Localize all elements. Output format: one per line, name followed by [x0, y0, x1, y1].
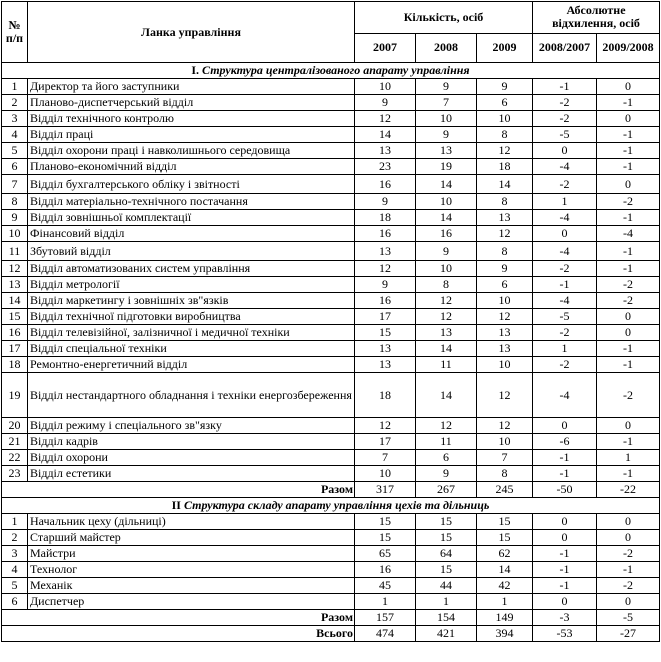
- section2-total-row-dev-2008-2007: -3: [533, 610, 597, 626]
- row-value-2008: 44: [416, 578, 477, 594]
- table-row: [2, 309, 660, 325]
- row-value-2008: 9: [416, 79, 477, 95]
- row-unit-name: Відділ естетики: [28, 466, 355, 482]
- row-dev-2008-2007: 1: [533, 341, 597, 357]
- row-dev-2009-2008: 0: [597, 418, 660, 434]
- row-number: 13: [2, 277, 28, 293]
- section1-total-row: [2, 482, 660, 498]
- row-value-2009: 12: [477, 143, 533, 159]
- row-number: 21: [2, 434, 28, 450]
- section2-total-row-dev-2009-2008: -5: [597, 610, 660, 626]
- table-row: [2, 578, 660, 594]
- row-value-2008: 10: [416, 111, 477, 127]
- row-number: 6: [2, 159, 28, 175]
- row-dev-2009-2008: 0: [597, 175, 660, 194]
- grand-total-row-dev-2008-2007: -53: [533, 626, 597, 642]
- row-dev-2009-2008: 0: [597, 309, 660, 325]
- row-number: 4: [2, 562, 28, 578]
- section2-title-text: Структура складу апарату управління цехів та дільниць: [183, 498, 490, 512]
- row-dev-2008-2007: -4: [533, 210, 597, 226]
- section1-total-row-label: Разом: [2, 482, 355, 498]
- row-value-2008: 14: [416, 175, 477, 194]
- row-value-2008: 14: [416, 373, 477, 418]
- section1-title-text: Структура централізованого апарату управління: [202, 63, 470, 77]
- row-dev-2008-2007: -1: [533, 79, 597, 95]
- row-number: 2: [2, 95, 28, 111]
- header-year-2009: 2009: [477, 33, 533, 62]
- row-value-2009: 12: [477, 309, 533, 325]
- row-dev-2008-2007: -2: [533, 175, 597, 194]
- table-row: [2, 242, 660, 261]
- row-number: 12: [2, 261, 28, 277]
- row-dev-2008-2007: -5: [533, 127, 597, 143]
- row-dev-2009-2008: -2: [597, 277, 660, 293]
- section1-title-row: [2, 63, 660, 79]
- row-value-2007: 12: [355, 261, 416, 277]
- row-value-2007: 10: [355, 466, 416, 482]
- table-row: [2, 514, 660, 530]
- row-unit-name: Технолог: [28, 562, 355, 578]
- row-value-2009: 10: [477, 434, 533, 450]
- row-unit-name: Відділ метрології: [28, 277, 355, 293]
- row-value-2009: 18: [477, 159, 533, 175]
- section1-title: [2, 63, 660, 79]
- row-value-2008: 15: [416, 530, 477, 546]
- row-dev-2009-2008: -1: [597, 210, 660, 226]
- row-dev-2009-2008: -1: [597, 562, 660, 578]
- row-value-2007: 1: [355, 594, 416, 610]
- header-year-2008: 2008: [416, 33, 477, 62]
- row-dev-2009-2008: -1: [597, 159, 660, 175]
- row-unit-name: Планово-диспетчерський відділ: [28, 95, 355, 111]
- grand-total-row-2007: 474: [355, 626, 416, 642]
- row-dev-2008-2007: -2: [533, 111, 597, 127]
- row-number: 19: [2, 373, 28, 418]
- row-unit-name: Відділ нестандартного обладнання і техніки енергозбереження: [28, 373, 355, 418]
- row-unit-name: Відділ кадрів: [28, 434, 355, 450]
- row-unit-name: Відділ матеріально-технічного постачання: [28, 194, 355, 210]
- row-value-2008: 19: [416, 159, 477, 175]
- row-value-2007: 7: [355, 450, 416, 466]
- table-row: [2, 159, 660, 175]
- section2-total-row-2007: 157: [355, 610, 416, 626]
- row-dev-2008-2007: -2: [533, 357, 597, 373]
- row-number: 18: [2, 357, 28, 373]
- row-number: 6: [2, 594, 28, 610]
- row-dev-2009-2008: 1: [597, 450, 660, 466]
- section1-total-row-2009: 245: [477, 482, 533, 498]
- row-dev-2008-2007: 0: [533, 226, 597, 242]
- row-value-2008: 12: [416, 418, 477, 434]
- row-dev-2008-2007: -1: [533, 578, 597, 594]
- row-value-2007: 15: [355, 514, 416, 530]
- row-value-2007: 17: [355, 309, 416, 325]
- row-dev-2008-2007: 0: [533, 530, 597, 546]
- row-number: 16: [2, 325, 28, 341]
- row-value-2009: 7: [477, 450, 533, 466]
- row-value-2008: 16: [416, 226, 477, 242]
- row-value-2009: 8: [477, 242, 533, 261]
- grand-total-row-2009: 394: [477, 626, 533, 642]
- row-number: 5: [2, 143, 28, 159]
- row-number: 14: [2, 293, 28, 309]
- row-number: 17: [2, 341, 28, 357]
- row-value-2007: 13: [355, 357, 416, 373]
- header-unit: Ланка управління: [28, 2, 355, 63]
- row-value-2008: 14: [416, 341, 477, 357]
- row-value-2007: 17: [355, 434, 416, 450]
- header-count: Кількість, осіб: [355, 2, 533, 34]
- header-deviation: Абсолютне відхилення, осіб: [533, 2, 660, 34]
- section2-total-row-2008: 154: [416, 610, 477, 626]
- row-dev-2009-2008: 0: [597, 530, 660, 546]
- row-dev-2008-2007: -5: [533, 309, 597, 325]
- table-row: [2, 79, 660, 95]
- row-value-2008: 64: [416, 546, 477, 562]
- row-dev-2008-2007: -4: [533, 242, 597, 261]
- table-row: [2, 111, 660, 127]
- row-value-2009: 8: [477, 466, 533, 482]
- row-value-2007: 18: [355, 373, 416, 418]
- table-row: [2, 277, 660, 293]
- row-unit-name: Директор та його заступники: [28, 79, 355, 95]
- row-value-2007: 12: [355, 418, 416, 434]
- row-dev-2008-2007: 0: [533, 514, 597, 530]
- row-value-2009: 12: [477, 226, 533, 242]
- row-value-2008: 11: [416, 357, 477, 373]
- row-dev-2008-2007: 1: [533, 194, 597, 210]
- row-value-2008: 13: [416, 143, 477, 159]
- row-number: 9: [2, 210, 28, 226]
- row-value-2009: 8: [477, 127, 533, 143]
- row-value-2007: 9: [355, 95, 416, 111]
- row-value-2009: 8: [477, 194, 533, 210]
- row-dev-2008-2007: -1: [533, 466, 597, 482]
- row-dev-2009-2008: -2: [597, 293, 660, 309]
- row-value-2007: 10: [355, 79, 416, 95]
- row-value-2007: 12: [355, 111, 416, 127]
- row-unit-name: Начальник цеху (дільниці): [28, 514, 355, 530]
- row-dev-2009-2008: -1: [597, 357, 660, 373]
- row-value-2008: 10: [416, 194, 477, 210]
- row-value-2007: 9: [355, 277, 416, 293]
- row-dev-2009-2008: -2: [597, 578, 660, 594]
- row-dev-2009-2008: -1: [597, 242, 660, 261]
- row-unit-name: Збутовий відділ: [28, 242, 355, 261]
- row-value-2007: 9: [355, 194, 416, 210]
- row-number: 1: [2, 514, 28, 530]
- row-dev-2008-2007: -1: [533, 546, 597, 562]
- row-unit-name: Планово-економічний відділ: [28, 159, 355, 175]
- row-value-2009: 10: [477, 111, 533, 127]
- row-unit-name: Відділ зовнішньої комплектації: [28, 210, 355, 226]
- row-value-2009: 10: [477, 293, 533, 309]
- row-value-2008: 14: [416, 210, 477, 226]
- row-number: 1: [2, 79, 28, 95]
- row-value-2007: 45: [355, 578, 416, 594]
- row-dev-2009-2008: 0: [597, 594, 660, 610]
- row-value-2008: 10: [416, 261, 477, 277]
- row-unit-name: Відділ праці: [28, 127, 355, 143]
- section1-total-row-dev-2008-2007: -50: [533, 482, 597, 498]
- table-row: [2, 418, 660, 434]
- row-value-2009: 12: [477, 418, 533, 434]
- row-dev-2009-2008: -2: [597, 373, 660, 418]
- row-dev-2008-2007: 0: [533, 418, 597, 434]
- row-unit-name: Ремонтно-енергетичний відділ: [28, 357, 355, 373]
- row-value-2009: 13: [477, 325, 533, 341]
- row-dev-2009-2008: -1: [597, 127, 660, 143]
- row-dev-2009-2008: -1: [597, 143, 660, 159]
- row-value-2009: 14: [477, 175, 533, 194]
- row-value-2009: 14: [477, 562, 533, 578]
- header-dev-2008-2007: 2008/2007: [533, 33, 597, 62]
- row-unit-name: Відділ маркетингу і зовнішніх зв"язків: [28, 293, 355, 309]
- row-value-2009: 15: [477, 514, 533, 530]
- row-dev-2009-2008: 0: [597, 111, 660, 127]
- row-number: 5: [2, 578, 28, 594]
- table-row: [2, 226, 660, 242]
- row-number: 11: [2, 242, 28, 261]
- row-unit-name: Диспетчер: [28, 594, 355, 610]
- row-value-2008: 12: [416, 309, 477, 325]
- row-dev-2009-2008: -1: [597, 466, 660, 482]
- row-value-2008: 1: [416, 594, 477, 610]
- row-dev-2008-2007: 0: [533, 594, 597, 610]
- row-value-2009: 1: [477, 594, 533, 610]
- section2-total-row-label: Разом: [2, 610, 355, 626]
- table-row: [2, 466, 660, 482]
- row-number: 22: [2, 450, 28, 466]
- row-value-2009: 42: [477, 578, 533, 594]
- row-unit-name: Відділ технічного контролю: [28, 111, 355, 127]
- row-dev-2008-2007: -1: [533, 450, 597, 466]
- table-row: [2, 434, 660, 450]
- table-row: [2, 594, 660, 610]
- row-number: 15: [2, 309, 28, 325]
- row-value-2008: 9: [416, 466, 477, 482]
- table-row: [2, 143, 660, 159]
- row-value-2008: 15: [416, 562, 477, 578]
- row-value-2007: 16: [355, 562, 416, 578]
- row-number: 20: [2, 418, 28, 434]
- row-number: 8: [2, 194, 28, 210]
- table-row: [2, 341, 660, 357]
- row-unit-name: Відділ бухгалтерського обліку і звітності: [28, 175, 355, 194]
- row-dev-2008-2007: -2: [533, 95, 597, 111]
- row-number: 3: [2, 546, 28, 562]
- staff-structure-table: [1, 1, 660, 642]
- table-row: [2, 293, 660, 309]
- row-unit-name: Старший майстер: [28, 530, 355, 546]
- row-unit-name: Майстри: [28, 546, 355, 562]
- row-value-2008: 12: [416, 293, 477, 309]
- row-dev-2008-2007: -2: [533, 261, 597, 277]
- row-dev-2008-2007: -1: [533, 277, 597, 293]
- table-row: [2, 210, 660, 226]
- row-unit-name: Відділ охорони: [28, 450, 355, 466]
- row-value-2009: 13: [477, 210, 533, 226]
- table-row: [2, 95, 660, 111]
- row-number: 2: [2, 530, 28, 546]
- row-unit-name: Відділ спеціальної техніки: [28, 341, 355, 357]
- section1-total-row-dev-2009-2008: -22: [597, 482, 660, 498]
- row-value-2007: 15: [355, 530, 416, 546]
- section2-title: [2, 498, 660, 514]
- section1-total-row-2008: 267: [416, 482, 477, 498]
- header-dev-2009-2008: 2009/2008: [597, 33, 660, 62]
- table-row: [2, 357, 660, 373]
- table-row: [2, 325, 660, 341]
- row-value-2007: 13: [355, 242, 416, 261]
- table-row: [2, 530, 660, 546]
- row-value-2008: 7: [416, 95, 477, 111]
- row-unit-name: Механік: [28, 578, 355, 594]
- row-number: 23: [2, 466, 28, 482]
- section2-total-row-2009: 149: [477, 610, 533, 626]
- section2-title-prefix: II: [171, 498, 184, 512]
- row-value-2009: 9: [477, 261, 533, 277]
- row-dev-2008-2007: -4: [533, 293, 597, 309]
- row-value-2007: 14: [355, 127, 416, 143]
- row-value-2007: 18: [355, 210, 416, 226]
- row-value-2007: 16: [355, 175, 416, 194]
- row-dev-2008-2007: -4: [533, 159, 597, 175]
- row-dev-2009-2008: 0: [597, 79, 660, 95]
- row-dev-2009-2008: -1: [597, 434, 660, 450]
- row-dev-2009-2008: 0: [597, 325, 660, 341]
- grand-total-row-dev-2009-2008: -27: [597, 626, 660, 642]
- grand-total-row: [2, 626, 660, 642]
- table-row: [2, 546, 660, 562]
- row-dev-2009-2008: -2: [597, 194, 660, 210]
- section1-total-row-2007: 317: [355, 482, 416, 498]
- row-dev-2009-2008: -1: [597, 95, 660, 111]
- section2-title-row: [2, 498, 660, 514]
- row-value-2008: 11: [416, 434, 477, 450]
- row-value-2007: 16: [355, 226, 416, 242]
- row-value-2008: 9: [416, 242, 477, 261]
- table-row: [2, 261, 660, 277]
- row-value-2008: 6: [416, 450, 477, 466]
- row-value-2007: 13: [355, 143, 416, 159]
- row-value-2009: 9: [477, 79, 533, 95]
- row-unit-name: Відділ автоматизованих систем управління: [28, 261, 355, 277]
- row-value-2009: 6: [477, 95, 533, 111]
- row-number: 4: [2, 127, 28, 143]
- row-dev-2008-2007: -1: [533, 562, 597, 578]
- row-value-2009: 13: [477, 341, 533, 357]
- row-value-2008: 9: [416, 127, 477, 143]
- table-row: [2, 373, 660, 418]
- row-dev-2008-2007: -2: [533, 325, 597, 341]
- table-row: [2, 194, 660, 210]
- row-dev-2009-2008: 0: [597, 514, 660, 530]
- grand-total-row-label: Всього: [2, 626, 355, 642]
- header-num: № п/п: [2, 2, 28, 63]
- row-value-2008: 8: [416, 277, 477, 293]
- row-value-2007: 65: [355, 546, 416, 562]
- header-row-top: [2, 2, 660, 34]
- row-unit-name: Відділ технічної підготовки виробництва: [28, 309, 355, 325]
- section1-title-prefix: I.: [191, 63, 203, 77]
- header-year-2007: 2007: [355, 33, 416, 62]
- row-number: 3: [2, 111, 28, 127]
- row-unit-name: Фінансовий відділ: [28, 226, 355, 242]
- row-number: 10: [2, 226, 28, 242]
- table-row: [2, 175, 660, 194]
- row-dev-2009-2008: -4: [597, 226, 660, 242]
- row-unit-name: Відділ охорони праці і навколишнього середовища: [28, 143, 355, 159]
- row-unit-name: Відділ телевізійної, залізничної і медичної техніки: [28, 325, 355, 341]
- section2-total-row: [2, 610, 660, 626]
- row-value-2007: 13: [355, 341, 416, 357]
- row-dev-2008-2007: -4: [533, 373, 597, 418]
- row-unit-name: Відділ режиму і спеціального зв"язку: [28, 418, 355, 434]
- row-value-2009: 12: [477, 373, 533, 418]
- grand-total-row-2008: 421: [416, 626, 477, 642]
- row-value-2007: 15: [355, 325, 416, 341]
- row-value-2009: 6: [477, 277, 533, 293]
- table-row: [2, 450, 660, 466]
- row-value-2007: 16: [355, 293, 416, 309]
- row-dev-2009-2008: -1: [597, 261, 660, 277]
- row-value-2008: 13: [416, 325, 477, 341]
- row-value-2008: 15: [416, 514, 477, 530]
- row-dev-2009-2008: -1: [597, 341, 660, 357]
- table-row: [2, 127, 660, 143]
- row-value-2009: 62: [477, 546, 533, 562]
- table-row: [2, 562, 660, 578]
- row-dev-2009-2008: -2: [597, 546, 660, 562]
- row-value-2009: 15: [477, 530, 533, 546]
- row-dev-2008-2007: -6: [533, 434, 597, 450]
- row-dev-2008-2007: 0: [533, 143, 597, 159]
- row-value-2009: 10: [477, 357, 533, 373]
- row-value-2007: 23: [355, 159, 416, 175]
- row-number: 7: [2, 175, 28, 194]
